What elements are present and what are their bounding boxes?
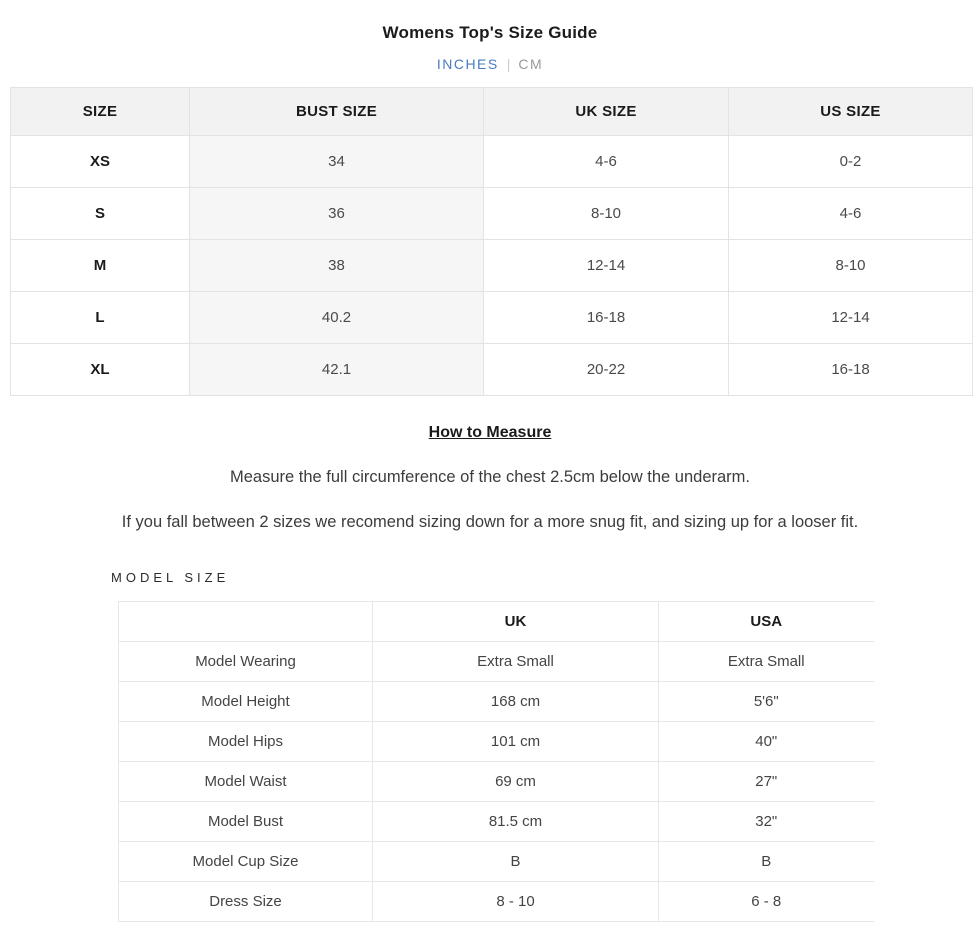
model-attr-label: Model Waist: [119, 762, 373, 802]
model-usa-value: 27": [659, 762, 874, 802]
size-table-header-bust: BUST SIZE: [190, 88, 484, 136]
us-size-cell: 4-6: [729, 188, 973, 240]
us-size-cell: 12-14: [729, 292, 973, 344]
us-size-cell: 0-2: [729, 136, 973, 188]
model-uk-value: Extra Small: [373, 642, 659, 682]
bust-cell: 34: [190, 136, 484, 188]
list-item: [119, 802, 874, 842]
list-item: [119, 682, 874, 722]
table-row: [11, 136, 973, 188]
size-cell: S: [11, 188, 190, 240]
table-row: [11, 188, 973, 240]
model-attr-label: Model Cup Size: [119, 842, 373, 882]
size-cell: M: [11, 240, 190, 292]
model-usa-value: 32": [659, 802, 874, 842]
model-usa-value: Extra Small: [659, 642, 874, 682]
uk-size-cell: 20-22: [484, 344, 729, 396]
bust-cell: 42.1: [190, 344, 484, 396]
model-size-label: MODEL SIZE: [111, 570, 230, 585]
list-item: [119, 642, 874, 682]
size-table-header-us: US SIZE: [729, 88, 973, 136]
model-uk-value: B: [373, 842, 659, 882]
model-uk-value: 81.5 cm: [373, 802, 659, 842]
model-usa-value: 5'6": [659, 682, 874, 722]
model-attr-label: Model Height: [119, 682, 373, 722]
size-cell: L: [11, 292, 190, 344]
bust-cell: 36: [190, 188, 484, 240]
model-table-header-usa: USA: [659, 602, 874, 642]
list-item: [119, 842, 874, 882]
model-attr-label: Model Wearing: [119, 642, 373, 682]
model-uk-value: 101 cm: [373, 722, 659, 762]
list-item: [119, 722, 874, 762]
size-table-header-size: SIZE: [11, 88, 190, 136]
page-title: Womens Top's Size Guide: [382, 23, 598, 42]
model-table-header-empty: [119, 602, 373, 642]
tab-inches[interactable]: INCHES: [436, 56, 499, 72]
model-usa-value: 40": [659, 722, 874, 762]
bust-cell: 40.2: [190, 292, 484, 344]
list-item: [119, 762, 874, 802]
how-to-measure-heading: How to Measure: [428, 424, 552, 441]
model-attr-label: Model Bust: [119, 802, 373, 842]
model-uk-value: 69 cm: [373, 762, 659, 802]
model-table-header-row: [119, 602, 874, 642]
size-table: [10, 87, 973, 396]
model-uk-value: 8 - 10: [373, 882, 659, 922]
model-attr-label: Model Hips: [119, 722, 373, 762]
uk-size-cell: 8-10: [484, 188, 729, 240]
unit-toggle: [0, 56, 980, 73]
bust-cell: 38: [190, 240, 484, 292]
size-cell: XL: [11, 344, 190, 396]
uk-size-cell: 16-18: [484, 292, 729, 344]
us-size-cell: 8-10: [729, 240, 973, 292]
measure-instruction-line2: If you fall between 2 sizes we recomend sizing down for a more snug fit, and sizing up for a looser fit.: [121, 513, 859, 531]
model-usa-value: B: [659, 842, 874, 882]
table-row: [11, 240, 973, 292]
us-size-cell: 16-18: [729, 344, 973, 396]
size-table-header-row: [11, 88, 973, 136]
model-table-header-uk: UK: [373, 602, 659, 642]
table-row: [11, 344, 973, 396]
size-cell: XS: [11, 136, 190, 188]
list-item: [119, 882, 874, 922]
unit-separator: |: [506, 56, 511, 72]
uk-size-cell: 4-6: [484, 136, 729, 188]
tab-cm[interactable]: CM: [518, 56, 544, 72]
model-attr-label: Dress Size: [119, 882, 373, 922]
model-size-table: [118, 601, 874, 922]
measure-instruction-line1: Measure the full circumference of the chest 2.5cm below the underarm.: [230, 468, 750, 486]
size-table-header-uk: UK SIZE: [484, 88, 729, 136]
uk-size-cell: 12-14: [484, 240, 729, 292]
table-row: [11, 292, 973, 344]
model-uk-value: 168 cm: [373, 682, 659, 722]
model-usa-value: 6 - 8: [659, 882, 874, 922]
